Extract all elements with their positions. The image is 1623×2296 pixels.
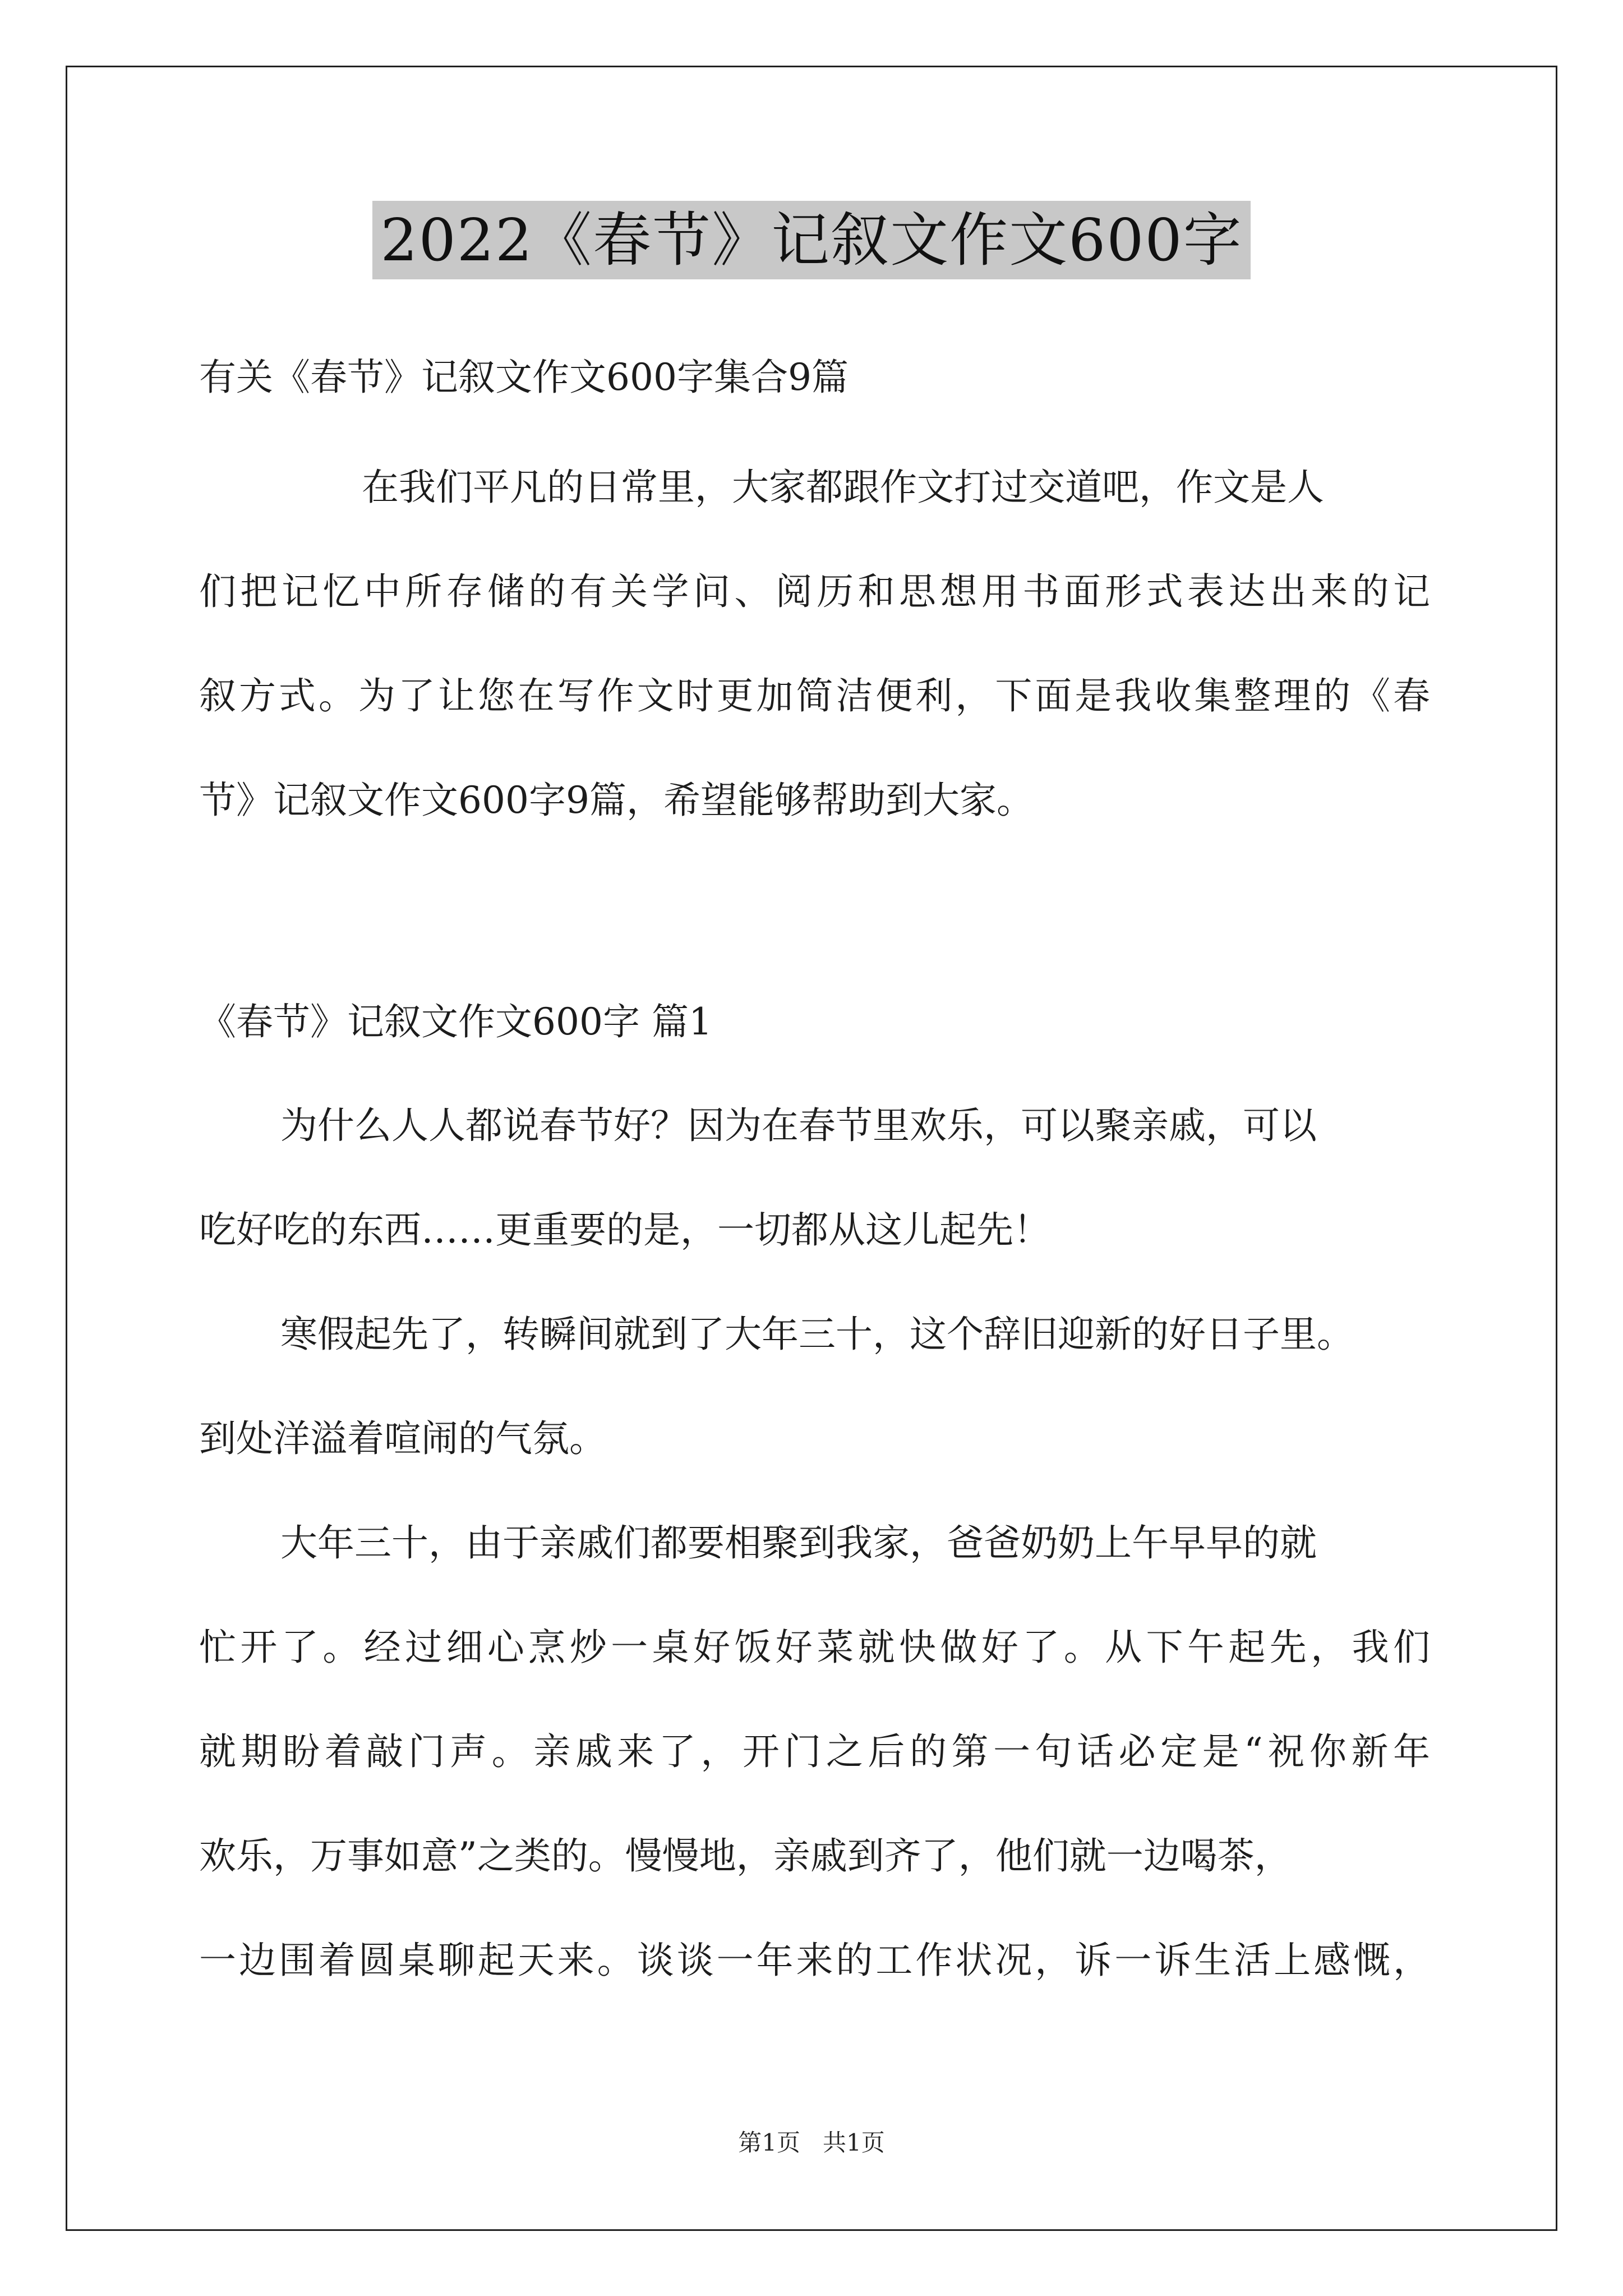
intro-line-2[interactable]: 们把记忆中所存储的有关学问、阅历和思想用书面形式表达出来的记	[199, 570, 1430, 613]
essay-line-6[interactable]: 忙开了。经过细心烹炒一桌好饭好菜就快做好了。从下午起先，我们	[199, 1626, 1430, 1669]
essay-line-7[interactable]: 就期盼着敲门声。亲戚来了，开门之后的第一句话必定是“祝你新年	[199, 1730, 1430, 1773]
document-title[interactable]: 2022《春节》记叙文作文600字	[372, 201, 1250, 279]
intro-line-3[interactable]: 叙方式。为了让您在写作文时更加简洁便利，下面是我收集整理的《春	[199, 674, 1430, 717]
essay-line-1[interactable]: 为什么人人都说春节好？因为在春节里欢乐，可以聚亲戚，可以	[280, 1104, 1317, 1147]
title-container	[0, 201, 1623, 279]
essay-line-2[interactable]: 吃好吃的东西……更重要的是，一切都从这儿起先！	[199, 1208, 1050, 1251]
document-subtitle[interactable]: 有关《春节》记叙文作文600字集合9篇	[199, 356, 849, 399]
intro-line-1[interactable]: 在我们平凡的日常里，大家都跟作文打过交道吧，作文是人	[362, 466, 1324, 509]
essay-line-4[interactable]: 到处洋溢着喧闹的气氛。	[199, 1417, 606, 1460]
section-heading[interactable]: 《春节》记叙文作文600字 篇1	[199, 1000, 712, 1043]
essay-line-8[interactable]: 欢乐，万事如意”之类的。慢慢地，亲戚到齐了，他们就一边喝茶，	[199, 1834, 1292, 1878]
intro-line-4[interactable]: 节》记叙文作文600字9篇，希望能够帮助到大家。	[199, 779, 1034, 822]
essay-line-9[interactable]: 一边围着圆桌聊起天来。谈谈一年来的工作状况，诉一诉生活上感慨，	[199, 1939, 1430, 1982]
page-footer: 第1页 共1页	[738, 2129, 885, 2156]
essay-line-3[interactable]: 寒假起先了，转瞬间就到了大年三十，这个辞旧迎新的好日子里。	[280, 1313, 1354, 1356]
essay-line-5[interactable]: 大年三十，由于亲戚们都要相聚到我家，爸爸奶奶上午早早的就	[280, 1521, 1317, 1565]
